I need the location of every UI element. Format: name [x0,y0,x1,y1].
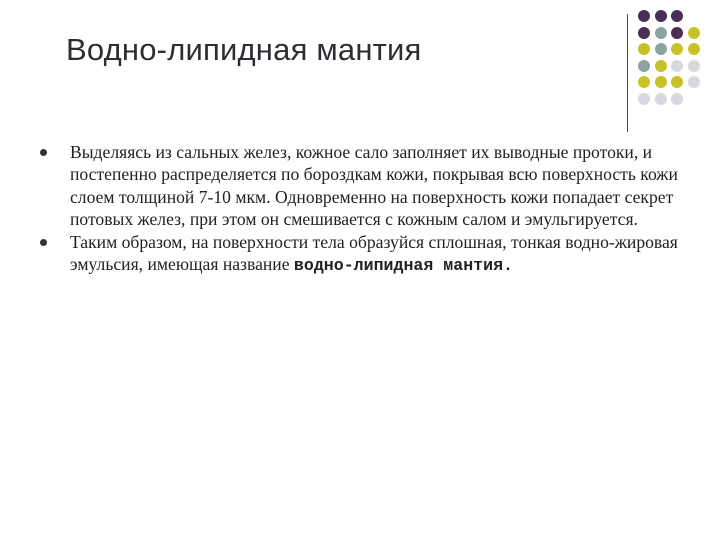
decorative-dot [671,60,683,72]
decorative-dot [638,10,650,22]
decorative-dot [688,76,700,88]
decorative-dot [688,60,700,72]
decorative-dot-grid [638,10,720,120]
slide-title: Водно-липидная мантия [66,32,422,67]
decorative-dot [638,43,650,55]
bullet-icon [40,239,47,246]
bullet-text-lead: Таким образом, на поверхности тела образуйся сплошная, тонкая водно-жировая эмульсия, имеющая название [70,231,678,275]
decorative-dot [671,27,683,39]
decorative-dot [655,43,667,55]
divider-line [627,14,628,132]
decorative-dot [638,27,650,39]
decorative-dot [671,10,683,22]
bullet-text: Выделяясь из сальных желез, кожное сало заполняет их выводные протоки, и постепенно распределяется по бороздкам кожи, покрывая всю поверхность кожи слоем толщиной 7-10 мкм. Одновременно на поверхность кожи попадает секрет потовых желез, при этом он смешивается с кожным салом и эмульгируется. [70,142,678,230]
bullet-list [40,141,690,277]
decorative-dot [638,60,650,72]
decorative-dot [671,76,683,88]
decorative-dot [655,76,667,88]
decorative-dot [638,76,650,88]
decorative-dot [688,43,700,55]
bullet-text [70,231,690,278]
decorative-dot [638,93,650,105]
emphasized-term: водно-липидная мантия. [293,256,513,276]
decorative-dot [655,93,667,105]
bullet-item [40,141,690,231]
decorative-dot [671,43,683,55]
decorative-dot [655,60,667,72]
decorative-dot [671,93,683,105]
decorative-dot [655,27,667,39]
bullet-item [40,231,690,278]
decorative-dot [655,10,667,22]
decorative-dot [688,27,700,39]
bullet-icon [40,149,47,156]
